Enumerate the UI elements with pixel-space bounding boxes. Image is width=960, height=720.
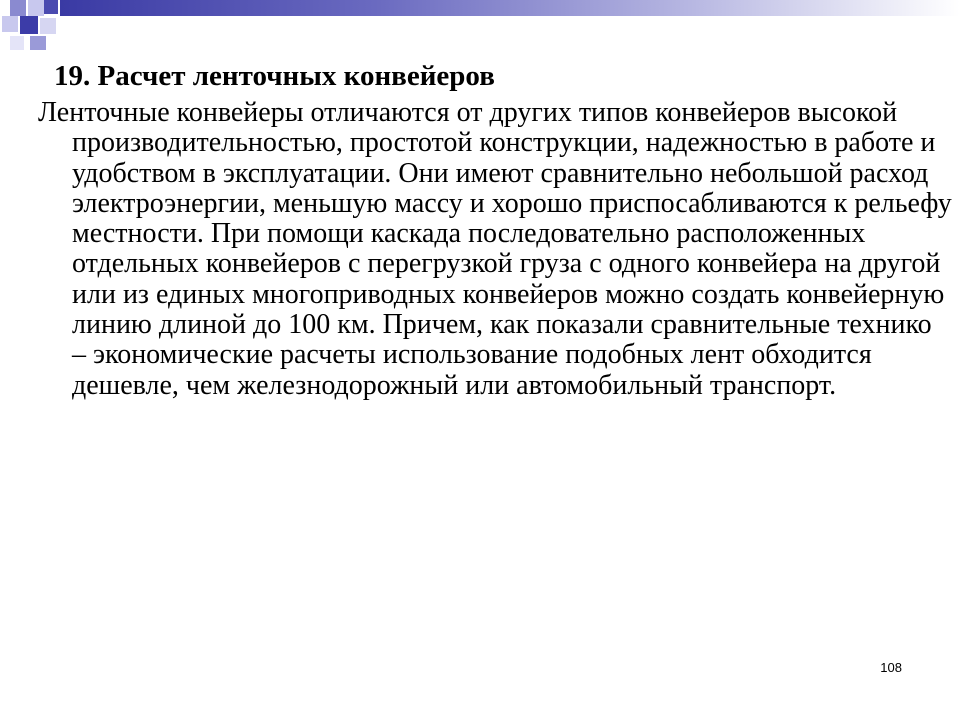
deco-square xyxy=(20,16,38,34)
body-paragraph: Ленточные конвейеры отличаются от других типов конвейеров высокой производительностью, простотой конструкции, надежностью в работе и удобством в эксплуатации. Они имеют сравнительно небольшой расход электроэнергии, меньшую массу и хорошо приспосабливаются к рельефу местности. При помощи каскада последовательно расположенных отдельных конвейеров с перегрузкой груза с одного конвейера на другой или из единых многоприводных конвейеров можно создать конвейерную линию длиной до 100 км. Причем, как показали сравнительные технико – экономические расчеты использование подобных лент обходится дешевле, чем железнодорожный или автомобильный транспорт. xyxy=(38,97,952,401)
deco-square xyxy=(30,36,46,50)
deco-square xyxy=(28,0,44,16)
page-number: 108 xyxy=(880,660,902,675)
gradient-bar xyxy=(60,0,960,16)
slide-title: 19. Расчет ленточных конвейеров xyxy=(54,60,495,92)
deco-square xyxy=(44,0,58,14)
deco-square xyxy=(40,18,56,34)
deco-square xyxy=(10,36,24,50)
deco-square xyxy=(2,16,18,32)
deco-square xyxy=(10,0,26,16)
